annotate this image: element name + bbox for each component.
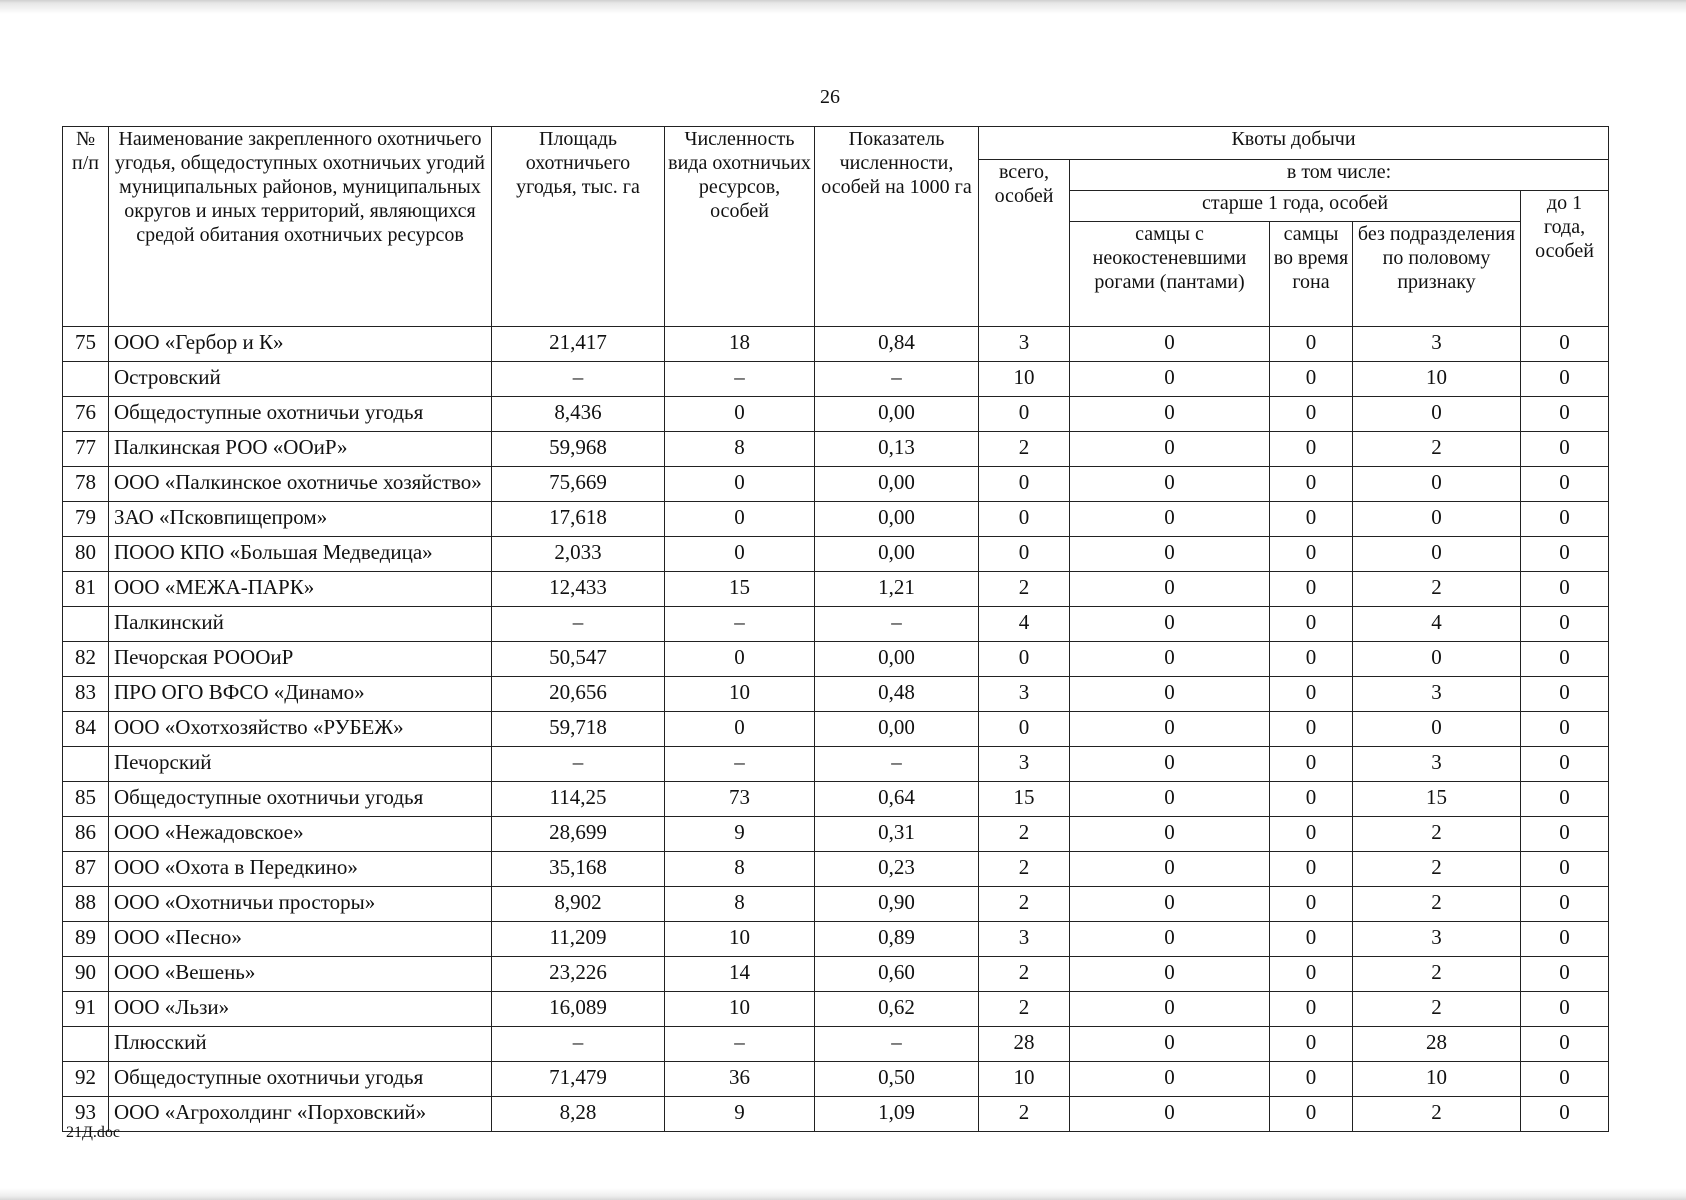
cell-rut: 0 [1270, 327, 1353, 362]
header-count: Численность вида охотничьих ресурсов, особей [665, 127, 815, 327]
cell-rut: 0 [1270, 397, 1353, 432]
cell-nosex: 2 [1353, 1097, 1521, 1132]
cell-index: – [815, 362, 979, 397]
cell-name: ЗАО «Псковпищепром» [109, 502, 492, 537]
cell-total: 0 [979, 642, 1070, 677]
table-row [63, 922, 1609, 957]
cell-name: Общедоступные охотничьи угодья [109, 397, 492, 432]
cell-total: 2 [979, 572, 1070, 607]
cell-young: 0 [1521, 1027, 1609, 1062]
cell-area: 20,656 [492, 677, 665, 712]
cell-total: 10 [979, 362, 1070, 397]
cell-name: Общедоступные охотничьи угодья [109, 1062, 492, 1097]
cell-antlers: 0 [1070, 607, 1270, 642]
cell-name: Общедоступные охотничьи угодья [109, 782, 492, 817]
cell-total: 0 [979, 712, 1070, 747]
page-number: 26 [820, 86, 840, 108]
cell-rut: 0 [1270, 782, 1353, 817]
table-row [63, 397, 1609, 432]
cell-young: 0 [1521, 537, 1609, 572]
cell-total: 28 [979, 1027, 1070, 1062]
cell-antlers: 0 [1070, 1027, 1270, 1062]
cell-area: 21,417 [492, 327, 665, 362]
cell-area: 8,902 [492, 887, 665, 922]
cell-antlers: 0 [1070, 1097, 1270, 1132]
header-older: старше 1 года, особей [1070, 191, 1521, 222]
cell-index: 0,89 [815, 922, 979, 957]
cell-nosex: 0 [1353, 537, 1521, 572]
cell-nosex: 2 [1353, 852, 1521, 887]
cell-num [63, 607, 109, 642]
cell-count: 10 [665, 677, 815, 712]
table-row [63, 1097, 1609, 1132]
cell-young: 0 [1521, 432, 1609, 467]
table-row [63, 327, 1609, 362]
cell-name: ООО «МЕЖА-ПАРК» [109, 572, 492, 607]
cell-name: Палкинская РОО «ООиР» [109, 432, 492, 467]
header-including: в том числе: [1070, 160, 1609, 191]
cell-count: 10 [665, 922, 815, 957]
cell-area: 59,718 [492, 712, 665, 747]
cell-num: 75 [63, 327, 109, 362]
cell-num: 87 [63, 852, 109, 887]
cell-num: 84 [63, 712, 109, 747]
cell-name: ООО «Охота в Передкино» [109, 852, 492, 887]
header-index: Показатель численности, особей на 1000 га [815, 127, 979, 327]
table-header [63, 127, 1609, 327]
header-antlers: самцы с неокостеневшими рогами (пантами) [1070, 222, 1270, 327]
cell-antlers: 0 [1070, 677, 1270, 712]
cell-num: 92 [63, 1062, 109, 1097]
cell-young: 0 [1521, 502, 1609, 537]
cell-rut: 0 [1270, 992, 1353, 1027]
cell-antlers: 0 [1070, 817, 1270, 852]
table-row [63, 957, 1609, 992]
cell-num: 86 [63, 817, 109, 852]
cell-antlers: 0 [1070, 502, 1270, 537]
scan-edge-bottom [0, 1188, 1686, 1200]
cell-area: – [492, 747, 665, 782]
scan-edge-top [0, 0, 1686, 14]
cell-count: 14 [665, 957, 815, 992]
table-row [63, 887, 1609, 922]
cell-area: – [492, 362, 665, 397]
cell-rut: 0 [1270, 817, 1353, 852]
cell-index: – [815, 747, 979, 782]
cell-young: 0 [1521, 362, 1609, 397]
cell-total: 0 [979, 502, 1070, 537]
table-row [63, 677, 1609, 712]
table-row [63, 782, 1609, 817]
cell-total: 3 [979, 327, 1070, 362]
cell-count: 8 [665, 852, 815, 887]
cell-young: 0 [1521, 572, 1609, 607]
cell-num: 76 [63, 397, 109, 432]
cell-name: ООО «Нежадовское» [109, 817, 492, 852]
cell-count: 0 [665, 467, 815, 502]
cell-rut: 0 [1270, 747, 1353, 782]
cell-nosex: 15 [1353, 782, 1521, 817]
cell-young: 0 [1521, 957, 1609, 992]
cell-index: 0,90 [815, 887, 979, 922]
cell-antlers: 0 [1070, 432, 1270, 467]
cell-count: – [665, 1027, 815, 1062]
cell-num [63, 1027, 109, 1062]
cell-young: 0 [1521, 1097, 1609, 1132]
cell-young: 0 [1521, 642, 1609, 677]
cell-nosex: 3 [1353, 922, 1521, 957]
header-total: всего, особей [979, 160, 1070, 327]
cell-index: 0,84 [815, 327, 979, 362]
cell-num: 82 [63, 642, 109, 677]
cell-count: 0 [665, 537, 815, 572]
table-row [63, 1062, 1609, 1097]
cell-young: 0 [1521, 817, 1609, 852]
cell-count: 8 [665, 432, 815, 467]
cell-nosex: 2 [1353, 957, 1521, 992]
cell-index: 0,13 [815, 432, 979, 467]
cell-nosex: 3 [1353, 747, 1521, 782]
cell-area: 2,033 [492, 537, 665, 572]
cell-young: 0 [1521, 887, 1609, 922]
cell-young: 0 [1521, 992, 1609, 1027]
cell-area: 35,168 [492, 852, 665, 887]
cell-young: 0 [1521, 747, 1609, 782]
cell-total: 2 [979, 887, 1070, 922]
cell-total: 2 [979, 432, 1070, 467]
table-row [63, 817, 1609, 852]
cell-nosex: 10 [1353, 1062, 1521, 1097]
cell-num: 90 [63, 957, 109, 992]
cell-area: 28,699 [492, 817, 665, 852]
cell-nosex: 0 [1353, 712, 1521, 747]
cell-count: 18 [665, 327, 815, 362]
cell-num [63, 747, 109, 782]
table-row [63, 362, 1609, 397]
cell-nosex: 0 [1353, 397, 1521, 432]
cell-index: 0,00 [815, 642, 979, 677]
cell-area: 17,618 [492, 502, 665, 537]
header-quota: Квоты добычи [979, 127, 1609, 160]
cell-total: 3 [979, 747, 1070, 782]
cell-young: 0 [1521, 397, 1609, 432]
cell-total: 0 [979, 537, 1070, 572]
cell-count: 10 [665, 992, 815, 1027]
cell-num: 91 [63, 992, 109, 1027]
cell-area: 16,089 [492, 992, 665, 1027]
cell-total: 4 [979, 607, 1070, 642]
cell-area: 23,226 [492, 957, 665, 992]
table-row [63, 502, 1609, 537]
cell-name: ООО «Песно» [109, 922, 492, 957]
cell-nosex: 0 [1353, 642, 1521, 677]
cell-total: 10 [979, 1062, 1070, 1097]
cell-rut: 0 [1270, 1027, 1353, 1062]
cell-area: 50,547 [492, 642, 665, 677]
cell-total: 3 [979, 922, 1070, 957]
cell-rut: 0 [1270, 677, 1353, 712]
cell-index: 0,00 [815, 467, 979, 502]
header-num: № п/п [63, 127, 109, 327]
cell-rut: 0 [1270, 467, 1353, 502]
cell-young: 0 [1521, 677, 1609, 712]
cell-antlers: 0 [1070, 852, 1270, 887]
cell-young: 0 [1521, 712, 1609, 747]
cell-rut: 0 [1270, 607, 1353, 642]
table-row [63, 747, 1609, 782]
cell-area: 12,433 [492, 572, 665, 607]
table-row [63, 1027, 1609, 1062]
cell-area: – [492, 1027, 665, 1062]
cell-antlers: 0 [1070, 782, 1270, 817]
cell-index: 0,62 [815, 992, 979, 1027]
cell-antlers: 0 [1070, 362, 1270, 397]
cell-total: 15 [979, 782, 1070, 817]
cell-total: 2 [979, 817, 1070, 852]
cell-count: 0 [665, 712, 815, 747]
cell-count: 8 [665, 887, 815, 922]
cell-nosex: 4 [1353, 607, 1521, 642]
cell-index: 0,00 [815, 712, 979, 747]
cell-antlers: 0 [1070, 397, 1270, 432]
cell-young: 0 [1521, 327, 1609, 362]
cell-count: 36 [665, 1062, 815, 1097]
cell-rut: 0 [1270, 432, 1353, 467]
cell-num [63, 362, 109, 397]
cell-num: 81 [63, 572, 109, 607]
cell-antlers: 0 [1070, 922, 1270, 957]
cell-nosex: 2 [1353, 887, 1521, 922]
footer-filename: 21Д.doc [66, 1124, 121, 1141]
cell-rut: 0 [1270, 887, 1353, 922]
cell-num: 89 [63, 922, 109, 957]
cell-total: 2 [979, 852, 1070, 887]
table-row [63, 607, 1609, 642]
cell-name: ООО «Вешень» [109, 957, 492, 992]
cell-index: 0,00 [815, 502, 979, 537]
cell-rut: 0 [1270, 1062, 1353, 1097]
cell-num: 78 [63, 467, 109, 502]
cell-nosex: 2 [1353, 432, 1521, 467]
cell-area: 8,28 [492, 1097, 665, 1132]
cell-num: 77 [63, 432, 109, 467]
table-row [63, 467, 1609, 502]
cell-antlers: 0 [1070, 467, 1270, 502]
header-area: Площадь охотничьего угодья, тыс. га [492, 127, 665, 327]
cell-name: ООО «Палкинское охотничье хозяйство» [109, 467, 492, 502]
cell-name: Плюсский [109, 1027, 492, 1062]
cell-count: 9 [665, 817, 815, 852]
cell-num: 80 [63, 537, 109, 572]
cell-index: 1,09 [815, 1097, 979, 1132]
cell-nosex: 2 [1353, 817, 1521, 852]
cell-count: 0 [665, 642, 815, 677]
cell-rut: 0 [1270, 922, 1353, 957]
cell-young: 0 [1521, 852, 1609, 887]
cell-rut: 0 [1270, 712, 1353, 747]
cell-antlers: 0 [1070, 957, 1270, 992]
cell-index: 0,50 [815, 1062, 979, 1097]
cell-antlers: 0 [1070, 887, 1270, 922]
cell-name: ООО «Льзи» [109, 992, 492, 1027]
cell-num: 83 [63, 677, 109, 712]
cell-count: 9 [665, 1097, 815, 1132]
cell-name: Островский [109, 362, 492, 397]
cell-antlers: 0 [1070, 747, 1270, 782]
cell-antlers: 0 [1070, 537, 1270, 572]
table-row [63, 852, 1609, 887]
cell-nosex: 0 [1353, 502, 1521, 537]
cell-antlers: 0 [1070, 327, 1270, 362]
table-row [63, 537, 1609, 572]
cell-index: 0,64 [815, 782, 979, 817]
cell-count: – [665, 362, 815, 397]
cell-index: 0,60 [815, 957, 979, 992]
cell-nosex: 0 [1353, 467, 1521, 502]
cell-young: 0 [1521, 922, 1609, 957]
cell-index: 0,31 [815, 817, 979, 852]
cell-count: 0 [665, 502, 815, 537]
cell-area: 59,968 [492, 432, 665, 467]
cell-area: 8,436 [492, 397, 665, 432]
cell-count: 73 [665, 782, 815, 817]
cell-index: – [815, 607, 979, 642]
cell-num: 93 [63, 1097, 109, 1132]
table-row [63, 432, 1609, 467]
cell-total: 0 [979, 467, 1070, 502]
cell-index: 1,21 [815, 572, 979, 607]
cell-count: 0 [665, 397, 815, 432]
cell-rut: 0 [1270, 572, 1353, 607]
cell-antlers: 0 [1070, 992, 1270, 1027]
cell-index: 0,48 [815, 677, 979, 712]
cell-young: 0 [1521, 607, 1609, 642]
cell-total: 2 [979, 992, 1070, 1027]
cell-name: ООО «Охотхозяйство «РУБЕЖ» [109, 712, 492, 747]
cell-area: 71,479 [492, 1062, 665, 1097]
cell-index: 0,00 [815, 537, 979, 572]
cell-rut: 0 [1270, 362, 1353, 397]
cell-name: ООО «Гербор и К» [109, 327, 492, 362]
cell-nosex: 3 [1353, 677, 1521, 712]
cell-area: 75,669 [492, 467, 665, 502]
cell-antlers: 0 [1070, 1062, 1270, 1097]
cell-rut: 0 [1270, 642, 1353, 677]
cell-count: – [665, 747, 815, 782]
cell-name: ПРО ОГО ВФСО «Динамо» [109, 677, 492, 712]
header-rut: самцы во время гона [1270, 222, 1353, 327]
cell-count: – [665, 607, 815, 642]
header-young: до 1 года, особей [1521, 191, 1609, 327]
header-name: Наименование закрепленного охотничьего угодья, общедоступных охотничьих угодий муниципальных районов, муниципальных округов и иных территорий, являющихся средой обитания охотничьих ресурсов [109, 127, 492, 327]
quota-table [62, 126, 1609, 1132]
cell-name: ПООО КПО «Большая Медведица» [109, 537, 492, 572]
cell-name: Печорский [109, 747, 492, 782]
cell-young: 0 [1521, 782, 1609, 817]
cell-num: 85 [63, 782, 109, 817]
cell-rut: 0 [1270, 852, 1353, 887]
table-row [63, 992, 1609, 1027]
cell-rut: 0 [1270, 1097, 1353, 1132]
cell-total: 3 [979, 677, 1070, 712]
cell-index: – [815, 1027, 979, 1062]
table-body [63, 327, 1609, 1132]
cell-nosex: 3 [1353, 327, 1521, 362]
cell-total: 2 [979, 957, 1070, 992]
cell-index: 0,00 [815, 397, 979, 432]
cell-index: 0,23 [815, 852, 979, 887]
cell-young: 0 [1521, 467, 1609, 502]
cell-area: 114,25 [492, 782, 665, 817]
cell-total: 0 [979, 397, 1070, 432]
cell-num: 79 [63, 502, 109, 537]
cell-nosex: 2 [1353, 992, 1521, 1027]
header-nosex: без подразделения по половому признаку [1353, 222, 1521, 327]
cell-area: 11,209 [492, 922, 665, 957]
cell-name: Печорская РОООиР [109, 642, 492, 677]
table-row [63, 642, 1609, 677]
table-row [63, 572, 1609, 607]
cell-rut: 0 [1270, 957, 1353, 992]
cell-num: 88 [63, 887, 109, 922]
cell-count: 15 [665, 572, 815, 607]
cell-antlers: 0 [1070, 642, 1270, 677]
cell-area: – [492, 607, 665, 642]
cell-antlers: 0 [1070, 572, 1270, 607]
cell-name: ООО «Агрохолдинг «Порховский» [109, 1097, 492, 1132]
cell-name: ООО «Охотничьи просторы» [109, 887, 492, 922]
cell-nosex: 2 [1353, 572, 1521, 607]
table-row [63, 712, 1609, 747]
cell-name: Палкинский [109, 607, 492, 642]
cell-nosex: 10 [1353, 362, 1521, 397]
cell-rut: 0 [1270, 537, 1353, 572]
cell-young: 0 [1521, 1062, 1609, 1097]
cell-rut: 0 [1270, 502, 1353, 537]
cell-antlers: 0 [1070, 712, 1270, 747]
cell-total: 2 [979, 1097, 1070, 1132]
cell-nosex: 28 [1353, 1027, 1521, 1062]
